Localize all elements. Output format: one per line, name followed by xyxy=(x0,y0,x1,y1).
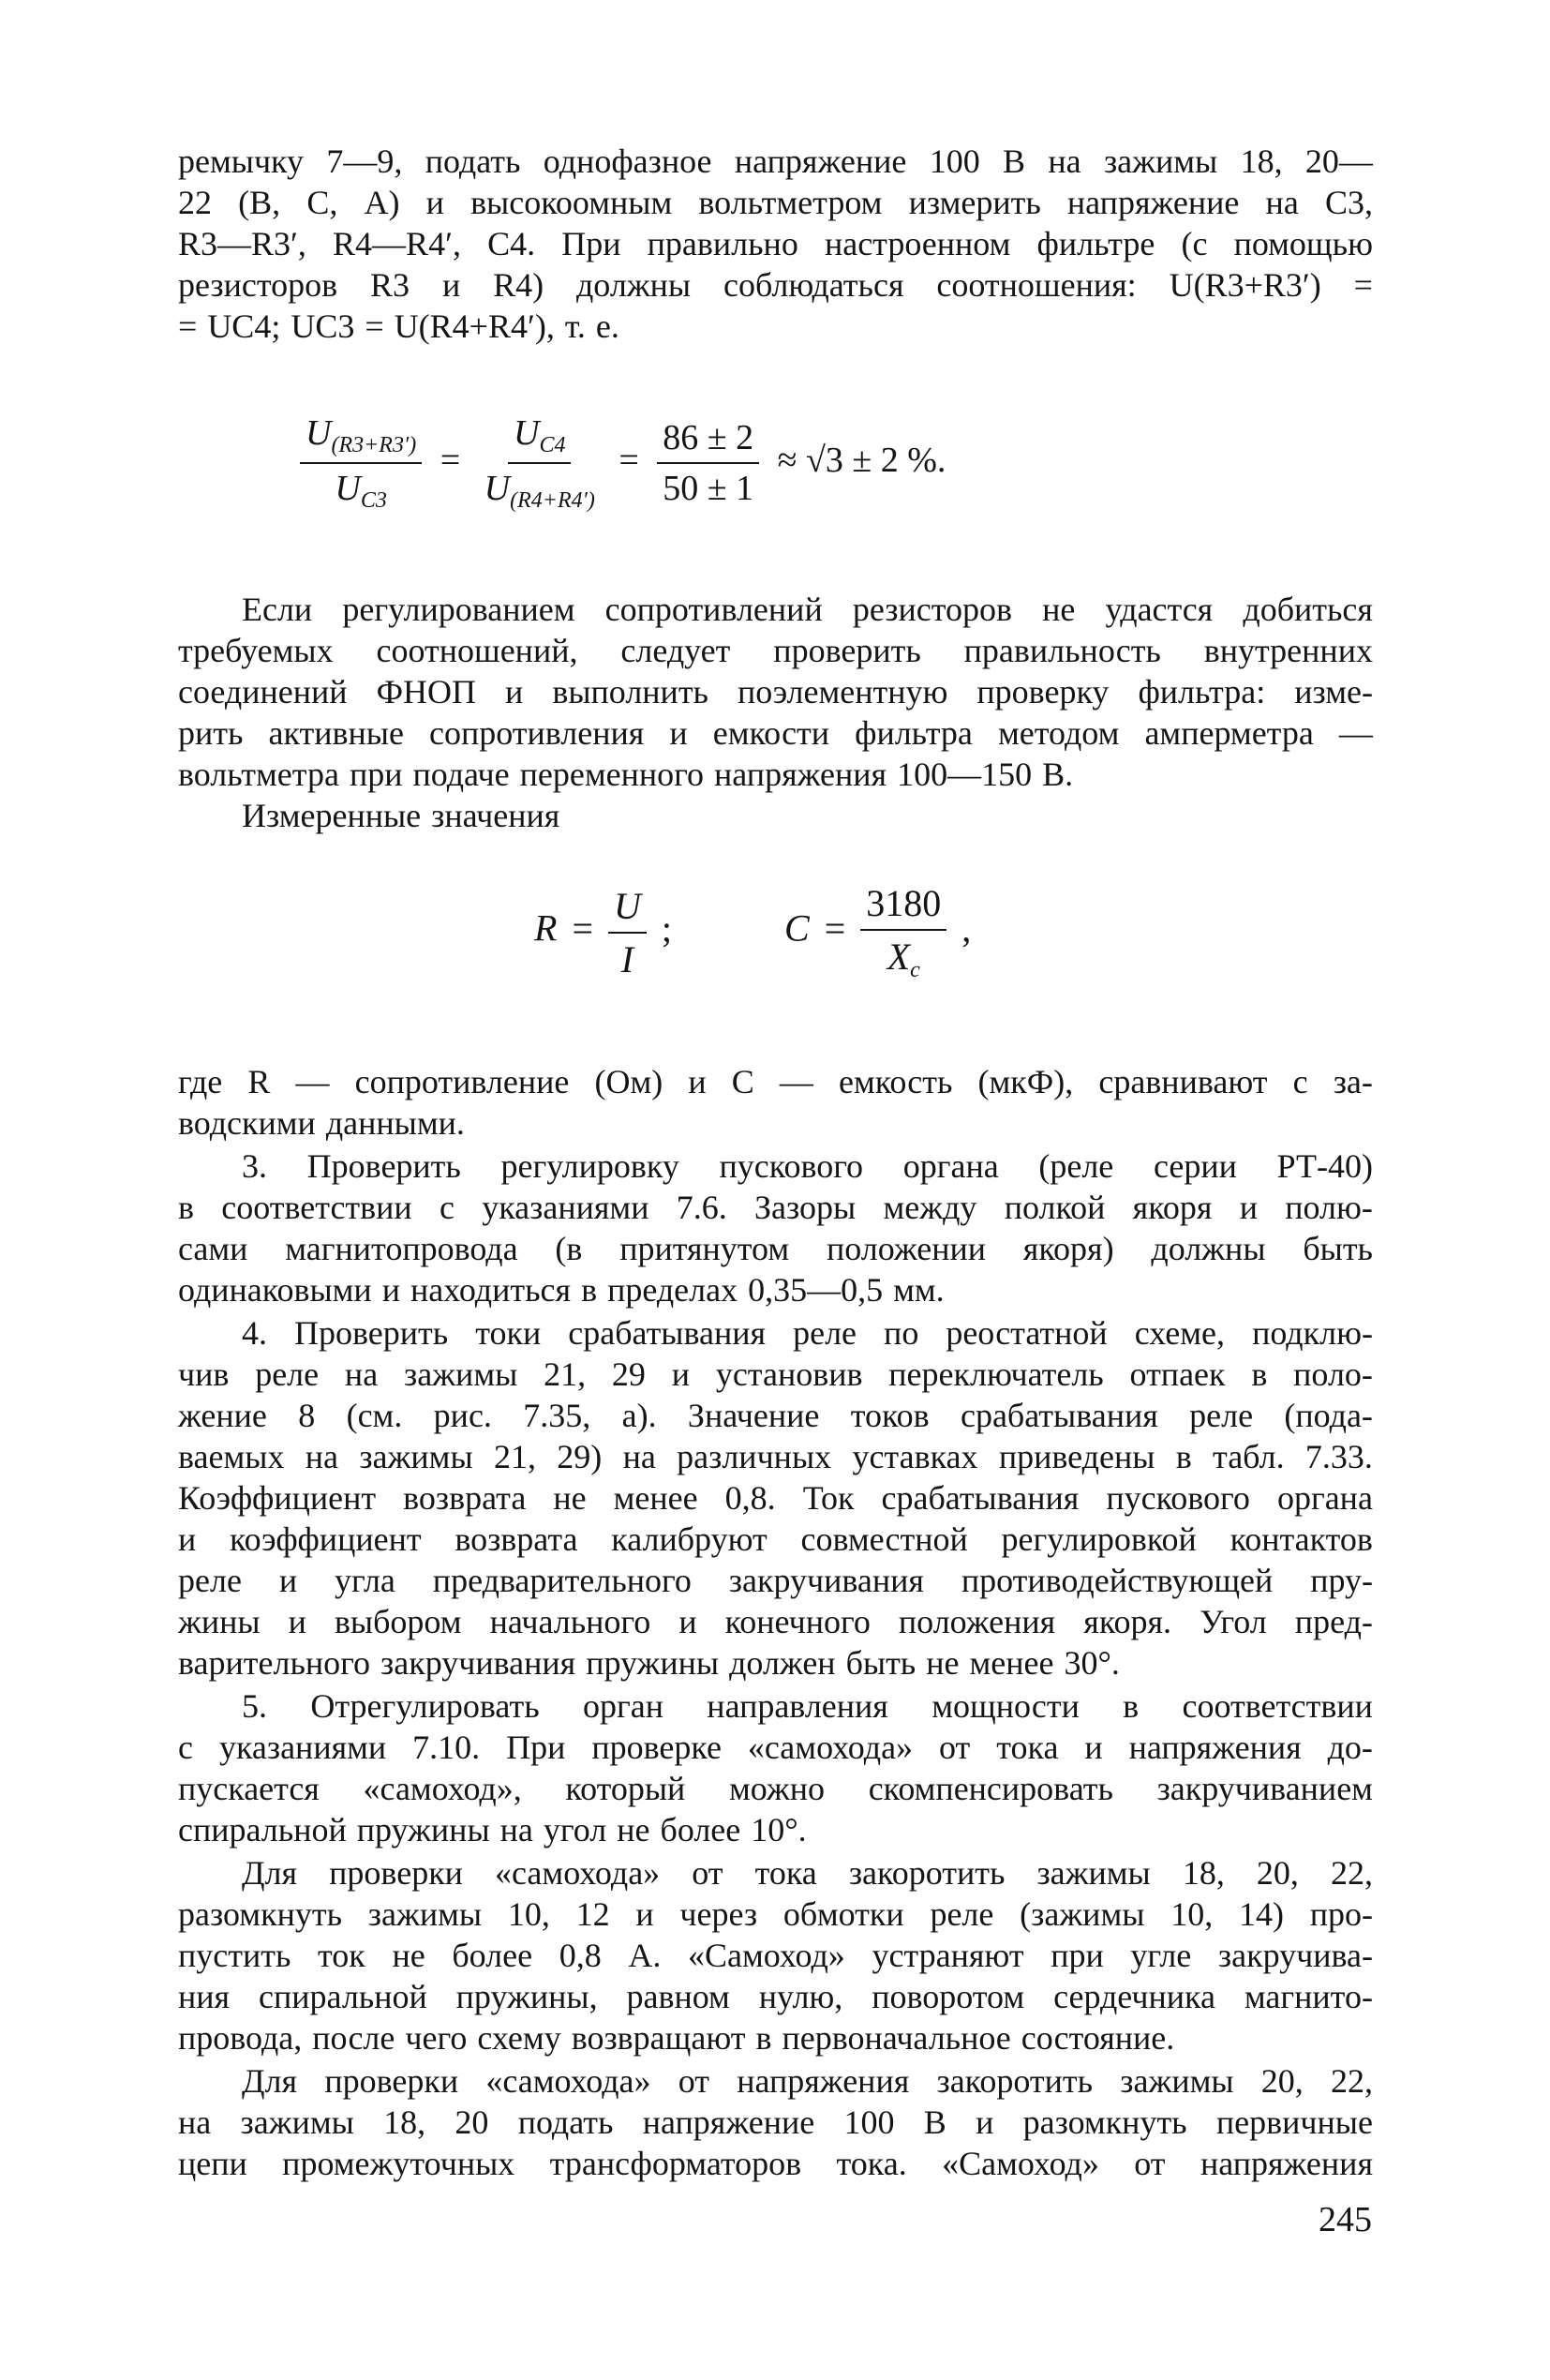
text-line: цепи промежуточных трансформаторов тока. «Самоход» от напряжения xyxy=(178,2145,1373,2182)
text-line: разомкнуть зажимы 10, 12 и через обмотки реле (зажимы 10, 14) про- xyxy=(178,1895,1373,1933)
paragraph-resistor-adjust xyxy=(178,589,1373,795)
text-line: чив реле на зажимы 21, 29 и установив переключатель отпаек в поло- xyxy=(178,1355,1373,1393)
text-line: 5. Отрегулировать орган направления мощности в соответствии xyxy=(242,1687,1373,1725)
text-line: варительного закручивания пружины должен быть не менее 30°. xyxy=(178,1644,1120,1682)
text-line: Для проверки «самохода» от напряжения закоротить зажимы 20, 22, xyxy=(242,2062,1373,2100)
text-line: 22 (В, С, А) и высокоомным вольтметром измерить напряжение на С3, xyxy=(178,184,1373,221)
paragraph-measured xyxy=(178,795,1373,836)
paragraph-where xyxy=(178,1061,1373,1144)
text-line: ваемых на зажимы 21, 29) на различных уставках приведены в табл. 7.33. xyxy=(178,1438,1373,1475)
text-line: Для проверки «самохода» от тока закоротить зажимы 18, 20, 22, xyxy=(242,1854,1373,1892)
equation-ratio: $\frac{U_{(R3+R3')}}{U_{C3}}$ = $\frac{U_{C4}}{U_{(R4+R4')}}$ = $\frac{86 \pm 2}{50 \pm 1}$ ≈ √3 ± 2 %. xyxy=(300,412,946,514)
page-number: 245 xyxy=(1319,2200,1372,2239)
paragraph-current-creep xyxy=(178,1852,1373,2058)
paragraph-item-4 xyxy=(178,1312,1373,1684)
text-line: сами магнитопровода (в притянутом положении якоря) должны быть xyxy=(178,1230,1373,1267)
text-line: требуемых соотношений, следует проверить правильность внутренних xyxy=(178,632,1373,669)
text-line: 3. Проверить регулировку пускового органа (реле серии РТ-40) xyxy=(242,1147,1373,1185)
text-line: рить активные сопротивления и емкости фильтра методом амперметра — xyxy=(178,714,1373,752)
text-line: жение 8 (см. рис. 7.35, а). Значение токов срабатывания реле (пода- xyxy=(178,1397,1373,1434)
text-line: пускается «самоход», который можно скомпенсировать закручиванием xyxy=(178,1770,1373,1807)
paragraph-filter-check xyxy=(178,141,1373,347)
text-line: в соответствии с указаниями 7.6. Зазоры между полкой якоря и полю- xyxy=(178,1189,1373,1226)
fraction: $\frac{U_{(R3+R3')}}{U_{C3}}$ xyxy=(300,412,422,514)
text-line: 4. Проверить токи срабатывания реле по реостатной схеме, подклю- xyxy=(242,1314,1373,1352)
text-line: Коэффициент возврата не менее 0,8. Ток срабатывания пускового органа xyxy=(178,1479,1373,1517)
text-line: провода, после чего схему возвращают в первоначальное состояние. xyxy=(178,2019,1175,2057)
paragraph-item-5 xyxy=(178,1685,1373,1850)
paragraph-item-3 xyxy=(178,1145,1373,1310)
text-line: R3—R3′, R4—R4′, С4. При правильно настроенном фильтре (с помощью xyxy=(178,225,1373,262)
text-line: где R — сопротивление (Ом) и С — емкость (мкФ), сравнивают с за- xyxy=(178,1063,1373,1100)
text-line: ния спиральной пружины, равном нулю, поворотом сердечника магнито- xyxy=(178,1978,1373,2015)
text-line: спиральной пружины на угол не более 10°. xyxy=(178,1811,807,1849)
text-line: = UC4; UC3 = U(R4+R4′), т. е. xyxy=(178,307,619,345)
text-line: реле и угла предварительного закручивания противодействующей пру- xyxy=(178,1562,1373,1599)
text-line: соединений ФНОП и выполнить поэлементную проверку фильтра: изме- xyxy=(178,673,1373,711)
fraction: $\frac{3180}{X_c}$ xyxy=(860,881,946,983)
text-line: Измеренные значения xyxy=(242,797,560,834)
fraction: $\frac{U}{I}$ xyxy=(608,884,647,981)
paragraph-voltage-creep xyxy=(178,2060,1373,2184)
text-line: вольтметра при подаче переменного напряжения 100—150 В. xyxy=(178,756,1074,793)
fraction: $\frac{86 \pm 2}{50 \pm 1}$ xyxy=(657,417,759,509)
text-line: с указаниями 7.10. При проверке «самохода» от тока и напряжения до- xyxy=(178,1729,1373,1766)
text-line: жины и выбором начального и конечного положения якоря. Угол пред- xyxy=(178,1603,1373,1640)
text-line: водскими данными. xyxy=(178,1104,465,1142)
equation-rc: R = $\frac{U}{I}$ ; C = $\frac{3180}{X_c}$ , xyxy=(534,882,972,982)
text-line: одинаковыми и находиться в пределах 0,35—0,5 мм. xyxy=(178,1271,945,1309)
text-line: Если регулированием сопротивлений резисторов не удастся добиться xyxy=(242,591,1373,628)
text-line: и коэффициент возврата калибруют совместной регулировкой контактов xyxy=(178,1520,1373,1558)
fraction: $\frac{U_{C4}}{U_{(R4+R4')}}$ xyxy=(484,413,595,513)
text-line: ремычку 7—9, подать однофазное напряжение 100 В на зажимы 18, 20— xyxy=(178,142,1373,180)
text-line: пустить ток не более 0,8 А. «Самоход» устраняют при угле закручива- xyxy=(178,1937,1373,1974)
text-line: на зажимы 18, 20 подать напряжение 100 В и разомкнуть первичные xyxy=(178,2103,1373,2141)
text-line: резисторов R3 и R4) должны соблюдаться соотношения: U(R3+R3′) = xyxy=(178,266,1373,304)
